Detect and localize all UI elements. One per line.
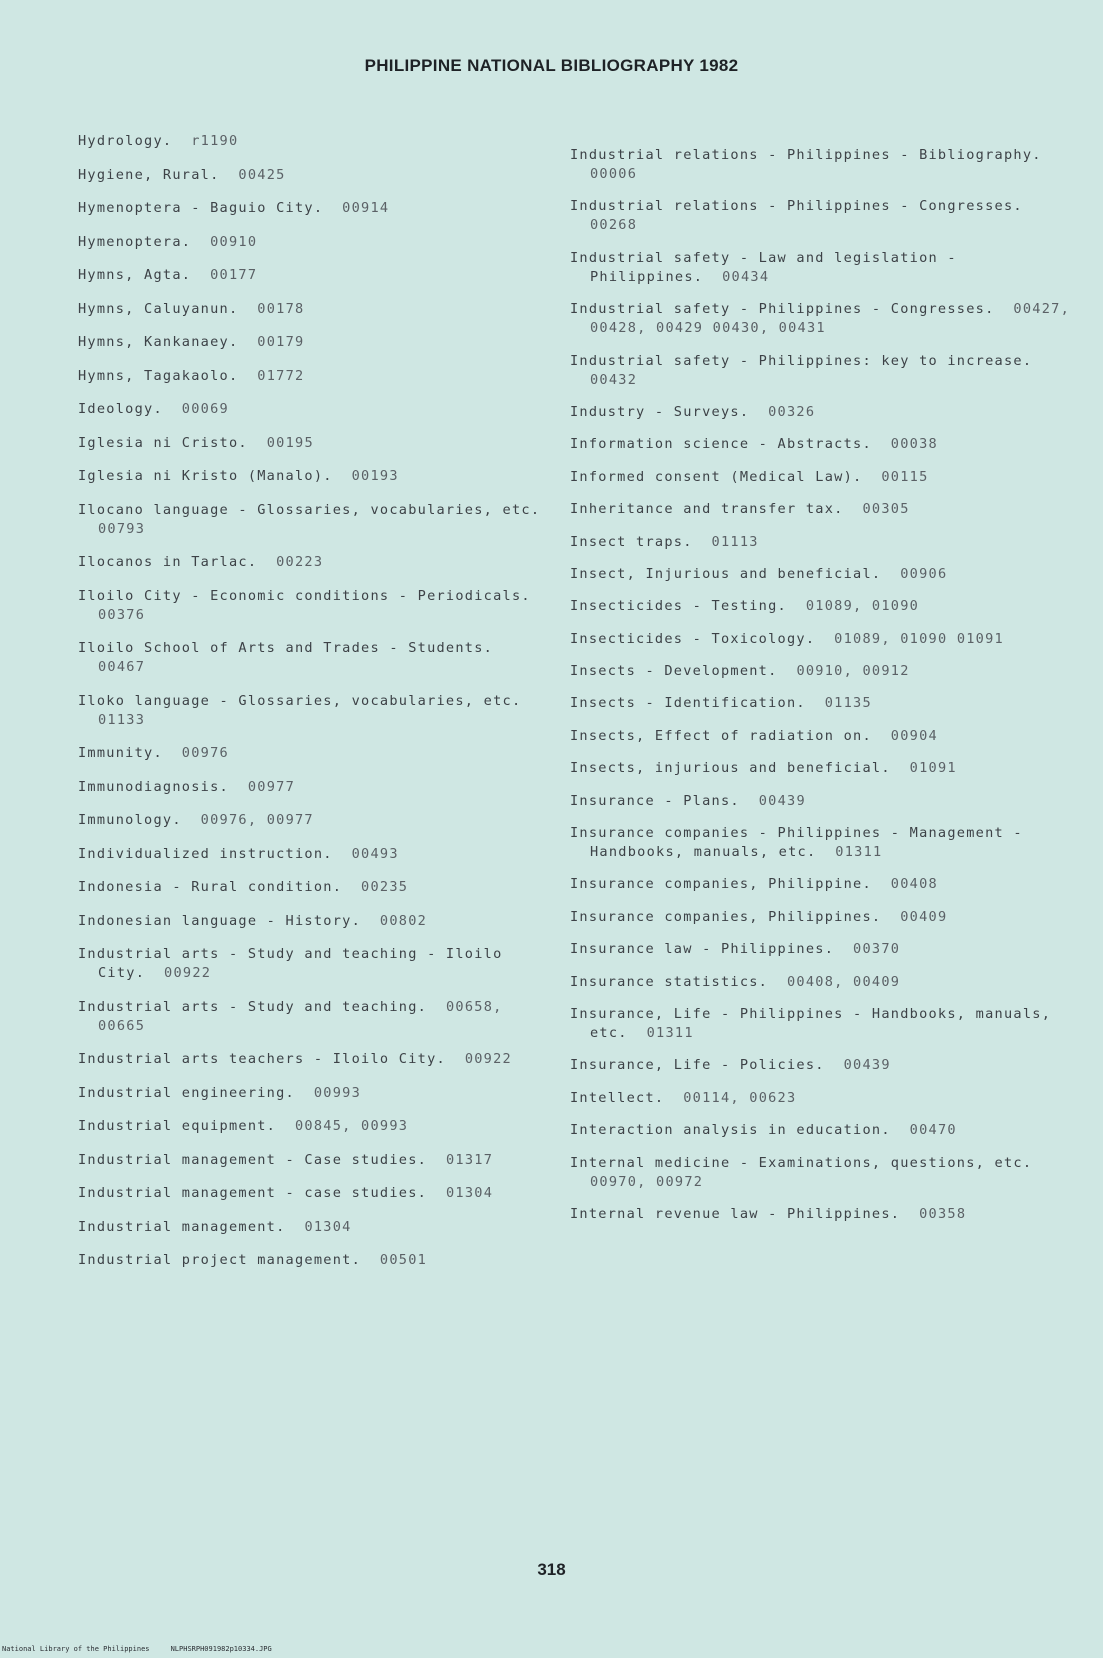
index-term: Ilocanos in Tarlac. <box>78 554 258 570</box>
index-entry <box>78 878 548 897</box>
index-entry <box>570 630 1075 649</box>
index-term: Ideology. <box>78 401 163 417</box>
entry-reference-numbers: 00268 <box>590 217 638 234</box>
index-entry <box>570 875 1075 894</box>
entry-reference-numbers: 00845, 00993 <box>295 1118 409 1134</box>
index-entry <box>570 403 1075 422</box>
index-term: Industry - Surveys. <box>570 403 750 420</box>
index-term: Insects, Effect of radiation on. <box>570 727 872 744</box>
entry-reference-numbers: 00193 <box>351 468 399 484</box>
index-term: Iglesia ni Cristo. <box>78 434 248 451</box>
entry-reference-numbers: r1190 <box>191 133 239 149</box>
entry-reference-numbers: 00370 <box>853 941 901 958</box>
index-entry <box>570 792 1075 811</box>
index-term: Hymns, Caluyanun. <box>78 300 239 317</box>
index-entry <box>570 662 1075 681</box>
index-entry <box>570 597 1075 616</box>
entry-reference-numbers: 00177 <box>210 267 258 283</box>
entry-reference-numbers: 00493 <box>351 845 399 862</box>
index-term: Internal revenue law - Philippines. <box>570 1205 901 1222</box>
index-entry <box>78 912 548 931</box>
index-term: Industrial management - case studies. <box>78 1185 428 1201</box>
index-entry <box>78 1184 548 1203</box>
entry-reference-numbers: 01133 <box>98 711 146 728</box>
entry-reference-numbers: 00114, 00623 <box>683 1089 797 1106</box>
index-entry <box>570 1121 1075 1140</box>
entry-reference-numbers: 00976, 00977 <box>200 812 314 828</box>
index-entry <box>78 233 548 252</box>
entry-reference-numbers: 00922 <box>464 1051 512 1067</box>
index-term: Industrial equipment. <box>78 1118 277 1134</box>
entry-reference-numbers: 00427, 00428, 00429 00430, 00431 <box>590 301 1080 337</box>
index-term: Insect traps. <box>570 533 693 550</box>
index-entry <box>570 973 1075 992</box>
index-entry <box>78 692 548 730</box>
index-entry <box>78 266 548 285</box>
index-entry <box>78 166 548 185</box>
index-entry <box>78 400 548 419</box>
index-term: Hymns, Kankanaey. <box>78 334 239 350</box>
index-entry <box>570 940 1075 959</box>
index-entry <box>570 352 1075 390</box>
entry-reference-numbers: 00501 <box>379 1252 428 1268</box>
entry-reference-numbers: 00235 <box>361 879 409 895</box>
index-term: Insects, injurious and beneficial. <box>570 760 891 777</box>
entry-reference-numbers: 01772 <box>257 367 305 384</box>
index-term: Industrial arts teachers - Iloilo City. <box>78 1051 446 1067</box>
entry-reference-numbers: 00906 <box>900 565 948 582</box>
index-term: Insurance - Plans. <box>570 792 740 809</box>
index-entry <box>570 197 1075 235</box>
index-term: Internal medicine - Examinations, questions, etc. <box>570 1154 1033 1171</box>
entry-reference-numbers: 00358 <box>919 1205 967 1222</box>
entry-reference-numbers: 00326 <box>768 403 816 420</box>
index-entry <box>570 533 1075 552</box>
index-term: Iloko language - Glossaries, vocabularies, etc. <box>78 692 522 709</box>
entry-reference-numbers: 01311 <box>835 844 883 861</box>
index-entry <box>78 811 548 830</box>
index-entry <box>570 1205 1075 1224</box>
entry-reference-numbers: 00178 <box>257 300 305 317</box>
entry-reference-numbers: 00223 <box>276 554 324 570</box>
entry-reference-numbers: 00970, 00972 <box>590 1173 704 1190</box>
index-entry <box>570 249 1075 287</box>
index-term: Ilocano language - Glossaries, vocabularies, etc. <box>78 501 541 518</box>
index-term: Hymenoptera - Baguio City. <box>78 200 324 216</box>
index-term: Hymns, Tagakaolo. <box>78 367 239 384</box>
index-term: Insurance law - Philippines. <box>570 941 835 958</box>
index-entry <box>78 1050 548 1069</box>
index-column-left <box>78 132 548 1270</box>
entry-reference-numbers: 00976 <box>181 745 229 761</box>
index-entry <box>78 1218 548 1237</box>
entry-reference-numbers: 00802 <box>379 912 428 929</box>
entry-reference-numbers: 00434 <box>722 268 770 285</box>
footer-filename: NLPHSRPH091982p10334.JPG <box>170 1645 272 1653</box>
entry-reference-numbers: 00793 <box>98 520 146 537</box>
entry-reference-numbers: 00006 <box>590 166 638 182</box>
entry-reference-numbers: 01089, 01090 <box>805 598 920 615</box>
index-entry <box>570 300 1080 338</box>
index-term: Industrial safety - Philippines: key to increase. <box>570 352 1033 369</box>
entry-reference-numbers: 00439 <box>843 1057 891 1074</box>
entry-reference-numbers: 00467 <box>98 659 146 675</box>
index-term: Insurance statistics. <box>570 973 769 990</box>
index-entry <box>78 998 548 1036</box>
index-term: Intellect. <box>570 1089 665 1106</box>
index-entry <box>570 1154 1075 1192</box>
entry-reference-numbers: 00904 <box>890 727 938 744</box>
index-term: Iloilo School of Arts and Trades - Students. <box>78 640 494 656</box>
index-column-right <box>570 146 1080 1224</box>
entry-reference-numbers: 00195 <box>266 434 314 451</box>
index-term: Iloilo City - Economic conditions - Periodicals. <box>78 587 531 604</box>
index-term: Industrial safety - Philippines - Congresses. <box>570 301 995 318</box>
index-term: Insurance, Life - Policies. <box>570 1057 825 1074</box>
footer-library: National Library of the Philippines <box>2 1645 150 1653</box>
entry-reference-numbers: 00305 <box>862 501 910 518</box>
entry-reference-numbers: 01311 <box>646 1024 694 1041</box>
index-term: Insects - Development. <box>570 663 778 680</box>
index-term: Insurance companies, Philippines. <box>570 908 882 925</box>
index-term: Insurance companies - Philippines - Management - Handbooks, manuals, etc. <box>570 825 1033 861</box>
entry-reference-numbers: 01113 <box>711 533 759 550</box>
index-term: Industrial relations - Philippines - Congresses. <box>570 198 1023 215</box>
index-entry <box>570 435 1075 454</box>
index-term: Hymenoptera. <box>78 233 192 250</box>
index-term: Iglesia ni Kristo (Manalo). <box>78 468 333 484</box>
entry-reference-numbers: 00115 <box>881 468 929 485</box>
index-term: Industrial project management. <box>78 1252 362 1268</box>
index-term: Indonesian language - History. <box>78 912 362 929</box>
entry-reference-numbers: 01089, 01090 01091 <box>834 630 1004 647</box>
entry-reference-numbers: 00439 <box>758 792 806 809</box>
index-entry <box>570 146 1075 184</box>
index-entry <box>78 639 548 677</box>
entry-reference-numbers: 00977 <box>247 778 295 795</box>
entry-reference-numbers: 00914 <box>342 200 390 216</box>
index-entry <box>78 467 548 486</box>
index-entry <box>78 778 548 797</box>
entry-reference-numbers: 00470 <box>909 1122 957 1139</box>
index-entry <box>570 694 1075 713</box>
entry-reference-numbers: 00409 <box>900 908 948 925</box>
index-term: Industrial relations - Philippines - Bibliography. <box>570 147 1042 163</box>
index-entry <box>78 587 548 625</box>
index-entry <box>570 1005 1075 1043</box>
index-term: Industrial management. <box>78 1218 286 1235</box>
index-entry <box>78 367 548 386</box>
index-term: Industrial arts - Study and teaching. <box>78 998 428 1015</box>
index-entry <box>78 1117 548 1136</box>
entry-reference-numbers: 00658, 00665 <box>98 998 512 1034</box>
entry-reference-numbers: 01317 <box>445 1151 494 1168</box>
index-entry <box>78 1084 548 1103</box>
index-entry <box>570 565 1075 584</box>
index-entry <box>570 727 1075 746</box>
entry-reference-numbers: 00408 <box>890 876 938 893</box>
index-entry <box>570 908 1075 927</box>
index-entry <box>78 553 548 572</box>
index-term: Inheritance and transfer tax. <box>570 501 844 518</box>
index-term: Hygiene, Rural. <box>78 166 220 183</box>
index-entry <box>570 1056 1075 1075</box>
index-entry <box>78 300 548 319</box>
index-term: Insecticides - Toxicology. <box>570 630 816 647</box>
index-entry <box>78 501 548 539</box>
index-term: Industrial safety - Law and legislation - Philippines. <box>570 249 967 285</box>
entry-reference-numbers: 00425 <box>238 166 286 183</box>
entry-reference-numbers: 01304 <box>445 1185 494 1201</box>
index-entry <box>570 468 1075 487</box>
index-term: Industrial engineering. <box>78 1084 295 1101</box>
index-term: Immunology. <box>78 812 182 828</box>
index-entry <box>78 132 548 151</box>
entry-reference-numbers: 00179 <box>257 334 305 350</box>
entry-reference-numbers: 00910 <box>210 233 258 250</box>
index-term: Interaction analysis in education. <box>570 1122 891 1139</box>
index-entry <box>78 333 548 352</box>
index-term: Insurance companies, Philippine. <box>570 876 872 893</box>
index-term: Information science - Abstracts. <box>570 436 872 453</box>
index-entry <box>78 1151 548 1170</box>
entry-reference-numbers: 00376 <box>98 606 146 623</box>
entry-reference-numbers: 00038 <box>890 436 938 453</box>
index-term: Informed consent (Medical Law). <box>570 468 863 485</box>
index-term: Insecticides - Testing. <box>570 598 787 615</box>
entry-reference-numbers: 01091 <box>909 760 957 777</box>
scan-footer <box>2 1645 272 1653</box>
index-entry <box>78 845 548 864</box>
index-entry <box>78 744 548 763</box>
index-term: Insect, Injurious and beneficial. <box>570 565 882 582</box>
entry-reference-numbers: 00408, 00409 <box>787 973 901 990</box>
index-term: Immunity. <box>78 745 163 761</box>
index-entry <box>570 1089 1075 1108</box>
index-entry <box>570 759 1075 778</box>
entry-reference-numbers: 00993 <box>313 1084 362 1101</box>
index-entry <box>570 500 1075 519</box>
page-title: PHILIPPINE NATIONAL BIBLIOGRAPHY 1982 <box>364 56 739 75</box>
index-term: Industrial management - Case studies. <box>78 1151 428 1168</box>
index-term: Immunodiagnosis. <box>78 778 229 795</box>
index-entry <box>78 1251 548 1270</box>
entry-reference-numbers: 00069 <box>181 401 229 417</box>
index-term: Insurance, Life - Philippines - Handbooks, manuals, etc. <box>570 1005 1061 1041</box>
index-term: Hymns, Agta. <box>78 267 192 283</box>
index-entry <box>78 945 548 983</box>
page-number: 318 <box>537 1560 566 1579</box>
index-term: Indonesia - Rural condition. <box>78 879 343 895</box>
index-entry <box>570 824 1075 862</box>
index-term: Hydrology. <box>78 133 173 149</box>
entry-reference-numbers: 00432 <box>590 371 638 388</box>
entry-reference-numbers: 01304 <box>304 1218 352 1235</box>
index-term: Industrial arts - Study and teaching - Iloilo City. <box>78 946 512 981</box>
entry-reference-numbers: 00922 <box>164 965 212 981</box>
index-term: Insects - Identification. <box>570 695 806 712</box>
index-entry <box>78 199 548 218</box>
index-entry <box>78 434 548 453</box>
entry-reference-numbers: 01135 <box>824 695 872 712</box>
entry-reference-numbers: 00910, 00912 <box>796 663 910 680</box>
index-term: Individualized instruction. <box>78 845 333 862</box>
